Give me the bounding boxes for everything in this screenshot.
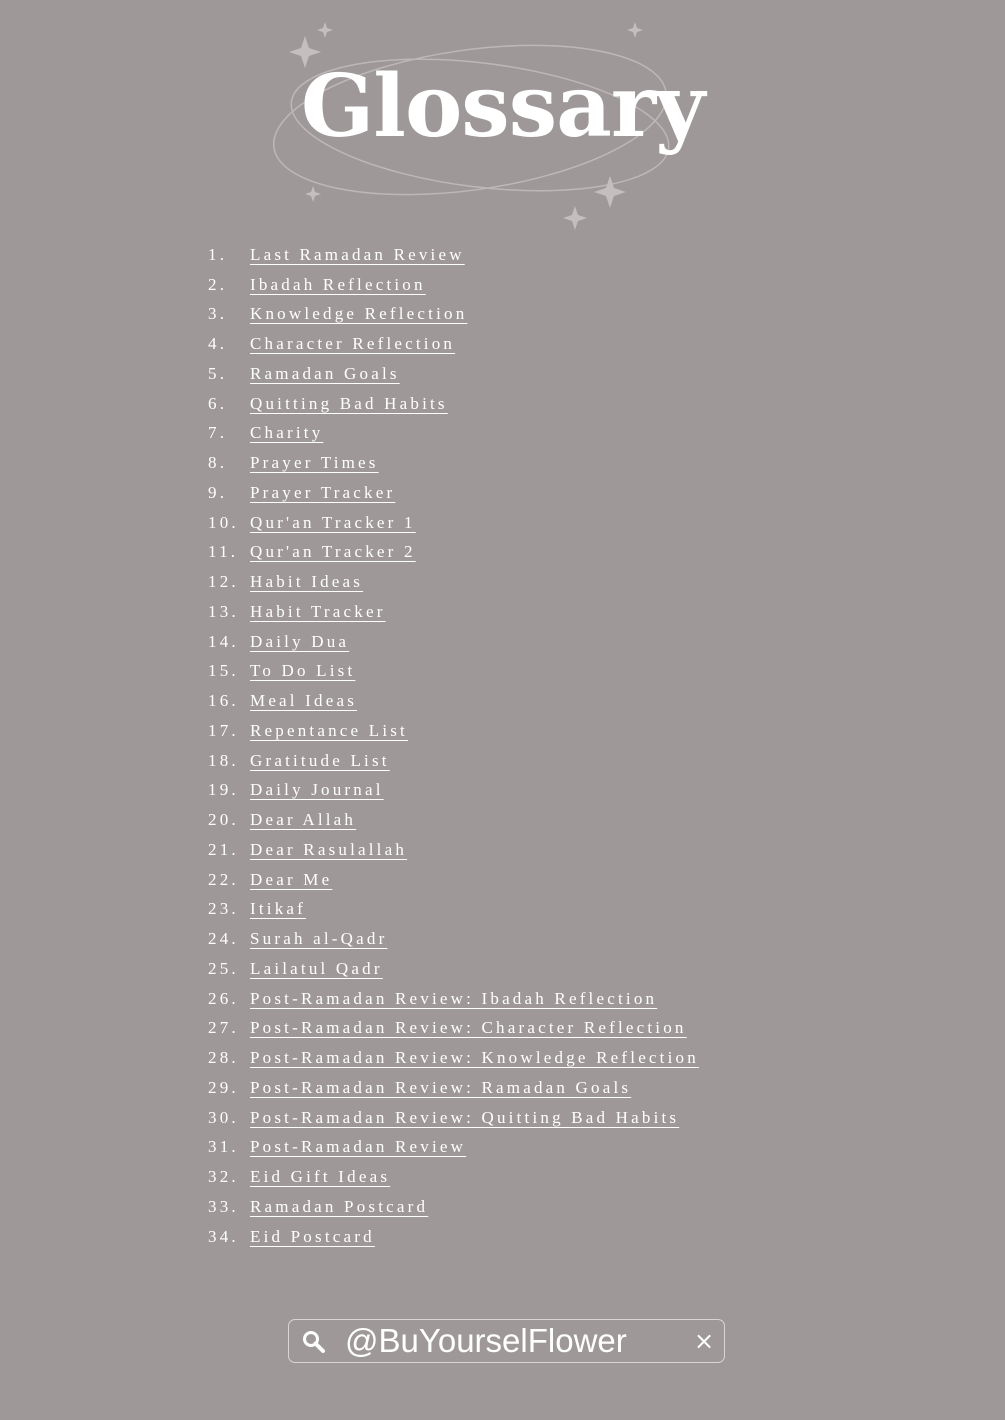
item-link[interactable]: Qur'an Tracker 2	[250, 542, 416, 562]
item-link[interactable]: Ibadah Reflection	[250, 274, 426, 294]
item-number: 27.	[208, 1018, 239, 1038]
item-link[interactable]: Post-Ramadan Review: Quitting Bad Habits	[250, 1107, 680, 1127]
list-item	[208, 359, 699, 389]
list-item	[208, 1162, 699, 1192]
list-item	[208, 567, 699, 597]
list-item	[208, 538, 699, 568]
list-item	[208, 924, 699, 954]
item-link[interactable]: Post-Ramadan Review	[250, 1137, 467, 1157]
item-number: 16.	[208, 691, 239, 711]
item-link[interactable]: To Do List	[250, 661, 356, 681]
item-link[interactable]: Habit Tracker	[250, 601, 386, 621]
search-icon	[301, 1329, 327, 1355]
item-number: 26.	[208, 988, 239, 1008]
list-item	[208, 1043, 699, 1073]
item-number: 6.	[208, 393, 228, 413]
item-number: 21.	[208, 839, 239, 859]
item-number: 12.	[208, 572, 239, 592]
list-item	[208, 657, 699, 687]
item-link[interactable]: Surah al-Qadr	[250, 929, 388, 949]
glossary-list	[208, 240, 699, 1252]
list-item	[208, 597, 699, 627]
item-number: 33.	[208, 1196, 239, 1216]
item-link[interactable]: Eid Gift Ideas	[250, 1167, 391, 1187]
item-number: 5.	[208, 363, 228, 383]
item-number: 15.	[208, 661, 239, 681]
item-link[interactable]: Qur'an Tracker 1	[250, 512, 416, 532]
list-item	[208, 478, 699, 508]
list-item	[208, 627, 699, 657]
item-link[interactable]: Knowledge Reflection	[250, 304, 468, 324]
list-item	[208, 270, 699, 300]
list-item	[208, 1014, 699, 1044]
item-number: 18.	[208, 750, 239, 770]
list-item	[208, 716, 699, 746]
list-item	[208, 686, 699, 716]
list-item	[208, 776, 699, 806]
item-link[interactable]: Dear Allah	[250, 810, 357, 830]
list-item	[208, 1222, 699, 1252]
item-link[interactable]: Quitting Bad Habits	[250, 393, 448, 413]
item-number: 8.	[208, 453, 228, 473]
list-item	[208, 1073, 699, 1103]
item-number: 13.	[208, 601, 239, 621]
item-link[interactable]: Itikaf	[250, 899, 307, 919]
item-link[interactable]: Post-Ramadan Review: Knowledge Reflection	[250, 1048, 699, 1068]
page-title: Glossary	[300, 56, 705, 157]
item-link[interactable]: Charity	[250, 423, 324, 443]
item-number: 31.	[208, 1137, 239, 1157]
item-link[interactable]: Prayer Times	[250, 453, 379, 473]
list-item	[208, 984, 699, 1014]
close-icon[interactable]: ×	[693, 1327, 715, 1355]
item-link[interactable]: Gratitude List	[250, 750, 390, 770]
item-link[interactable]: Repentance List	[250, 720, 408, 740]
list-item	[208, 240, 699, 270]
list-item	[208, 419, 699, 449]
item-number: 29.	[208, 1077, 239, 1097]
list-item	[208, 835, 699, 865]
item-link[interactable]: Daily Dua	[250, 631, 350, 651]
item-link[interactable]: Daily Journal	[250, 780, 384, 800]
item-link[interactable]: Ramadan Postcard	[250, 1196, 429, 1216]
item-link[interactable]: Character Reflection	[250, 334, 456, 354]
item-number: 24.	[208, 929, 239, 949]
item-number: 17.	[208, 720, 239, 740]
list-item	[208, 895, 699, 925]
item-link[interactable]: Dear Rasulallah	[250, 839, 408, 859]
item-number: 10.	[208, 512, 239, 532]
item-number: 3.	[208, 304, 228, 324]
item-link[interactable]: Post-Ramadan Review: Ramadan Goals	[250, 1077, 632, 1097]
item-number: 19.	[208, 780, 239, 800]
item-link[interactable]: Eid Postcard	[250, 1226, 375, 1246]
item-link[interactable]: Post-Ramadan Review: Ibadah Reflection	[250, 988, 658, 1008]
list-item	[208, 746, 699, 776]
item-number: 32.	[208, 1167, 239, 1187]
list-item	[208, 1133, 699, 1163]
list-item	[208, 805, 699, 835]
list-item	[208, 329, 699, 359]
search-input[interactable]: @BuYourselFlower	[345, 1322, 627, 1359]
item-link[interactable]: Habit Ideas	[250, 572, 364, 592]
item-link[interactable]: Ramadan Goals	[250, 363, 400, 383]
item-link[interactable]: Last Ramadan Review	[250, 244, 465, 264]
item-number: 11.	[208, 542, 239, 562]
item-number: 34.	[208, 1226, 239, 1246]
list-item	[208, 508, 699, 538]
item-number: 25.	[208, 958, 239, 978]
item-number: 9.	[208, 482, 228, 502]
item-link[interactable]: Prayer Tracker	[250, 482, 396, 502]
item-number: 7.	[208, 423, 228, 443]
list-item	[208, 1192, 699, 1222]
list-item	[208, 448, 699, 478]
item-link[interactable]: Lailatul Qadr	[250, 958, 383, 978]
item-number: 23.	[208, 899, 239, 919]
list-item	[208, 389, 699, 419]
item-link[interactable]: Post-Ramadan Review: Character Reflection	[250, 1018, 687, 1038]
item-number: 30.	[208, 1107, 239, 1127]
item-number: 22.	[208, 869, 239, 889]
list-item	[208, 954, 699, 984]
item-number: 4.	[208, 334, 228, 354]
item-number: 2.	[208, 274, 228, 294]
item-number: 14.	[208, 631, 239, 651]
item-link[interactable]: Meal Ideas	[250, 691, 358, 711]
item-link[interactable]: Dear Me	[250, 869, 333, 889]
list-item	[208, 1103, 699, 1133]
item-number: 28.	[208, 1048, 239, 1068]
list-item	[208, 300, 699, 330]
search-bar[interactable]	[288, 1319, 725, 1363]
item-number: 1.	[208, 244, 228, 264]
item-number: 20.	[208, 810, 239, 830]
list-item	[208, 865, 699, 895]
